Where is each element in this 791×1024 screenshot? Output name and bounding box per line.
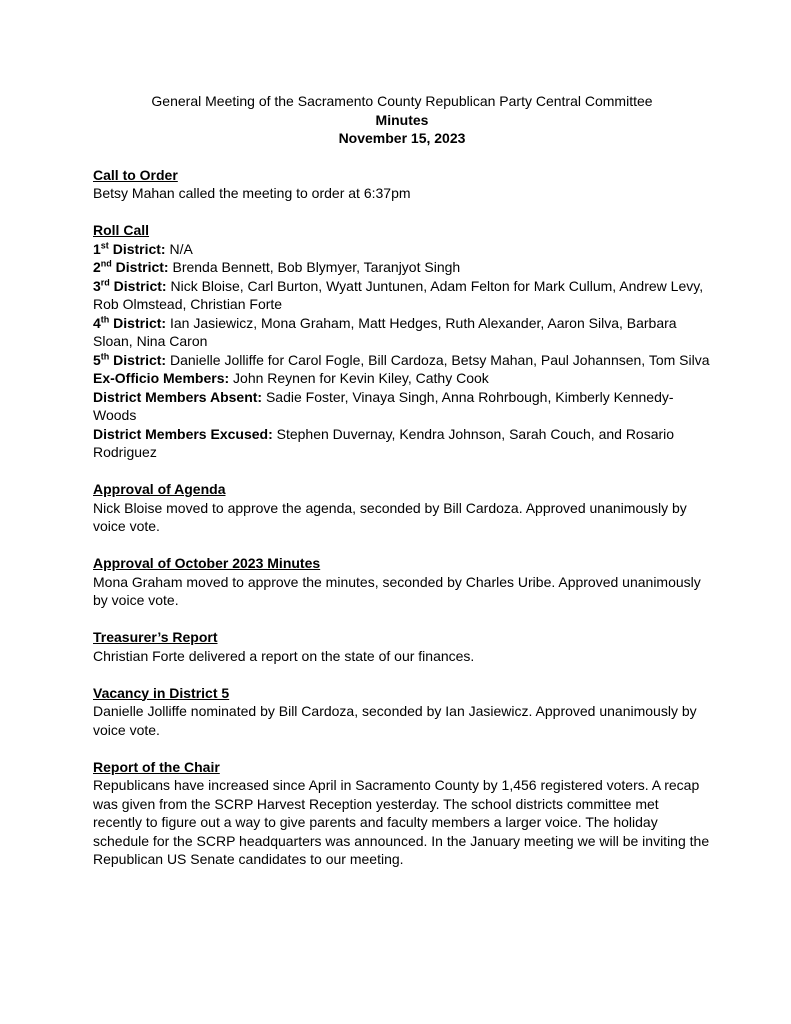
section-text: Mona Graham moved to approve the minutes, seconded by Charles Uribe. Approved unanimously by voice vote. <box>93 573 701 608</box>
section-approval-of-minutes <box>93 554 711 610</box>
absent-members: Sadie Foster, Vinaya Singh, Anna Rohrbough, Kimberly Kennedy-Woods <box>93 388 674 423</box>
section-heading: Vacancy in District 5 <box>93 684 230 701</box>
excused-members: Stephen Duvernay, Kendra Johnson, Sarah Couch, and Rosario Rodriguez <box>93 425 675 460</box>
excused-label: District Members Excused: <box>93 425 273 442</box>
section-heading: Call to Order <box>93 166 178 183</box>
document-title: General Meeting of the Sacramento County Republican Party Central Committee <box>151 93 653 109</box>
section-treasurers-report <box>93 628 711 665</box>
district-members: N/A <box>165 240 193 257</box>
section-text: Christian Forte delivered a report on the state of our finances. <box>93 647 475 664</box>
section-text: Nick Bloise moved to approve the agenda, seconded by Bill Cardoza. Approved unanimously by voice vote. <box>93 499 687 534</box>
district-2-line <box>93 258 711 277</box>
ex-officio-members: John Reynen for Kevin Kiley, Cathy Cook <box>229 370 489 386</box>
section-roll-call <box>93 221 711 462</box>
district-members: Danielle Jolliffe for Carol Fogle, Bill Cardoza, Betsy Mahan, Paul Johannsen, Tom Silva <box>166 351 710 368</box>
absent-label: District Members Absent: <box>93 388 263 405</box>
section-vacancy-district-5 <box>93 684 711 740</box>
section-text: Danielle Jolliffe nominated by Bill Cardoza, seconded by Ian Jasiewicz. Approved unanimously by voice vote. <box>93 703 697 738</box>
section-text: Betsy Mahan called the meeting to order at 6:37pm <box>93 185 411 201</box>
section-heading: Approval of Agenda <box>93 481 226 497</box>
district-4-line <box>93 314 711 351</box>
absent-line <box>93 388 711 425</box>
district-members: Ian Jasiewicz, Mona Graham, Matt Hedges, Ruth Alexander, Aaron Silva, Barbara Sloan, Nina Caron <box>93 314 677 349</box>
section-text: Republicans have increased since April in Sacramento County by 1,456 registered voters. A recap was given from the SCRP Harvest Reception yesterday. The school districts committee met recently to figure out a way to give parents and faculty members a larger voice. The holiday schedule for the SCRP headquarters was announced. In the January meeting we will be inviting the Republican US Senate candidates to our meeting. <box>93 777 710 867</box>
district-3-line <box>93 277 711 314</box>
meeting-date: November 15, 2023 <box>338 130 466 146</box>
district-label: 4th District: <box>93 313 167 331</box>
ex-officio-line <box>93 369 711 388</box>
district-members: Nick Bloise, Carl Burton, Wyatt Juntunen, Adam Felton for Mark Cullum, Andrew Levy, Rob Olmstead, Christian Forte <box>93 277 704 312</box>
ex-officio-label: Ex-Officio Members: <box>93 370 230 386</box>
district-label: 2nd District: <box>93 258 169 275</box>
section-heading: Treasurer’s Report <box>93 629 218 645</box>
document-header <box>93 92 711 148</box>
excused-line <box>93 425 711 462</box>
section-heading: Approval of October 2023 Minutes <box>93 555 321 571</box>
district-label: 5th District: <box>93 350 167 368</box>
document-subtitle: Minutes <box>375 111 429 128</box>
section-heading: Report of the Chair <box>93 758 220 775</box>
district-5-line <box>93 351 711 370</box>
district-label: 1st District: <box>93 239 166 257</box>
district-members: Brenda Bennett, Bob Blymyer, Taranjyot Singh <box>168 259 461 275</box>
section-call-to-order <box>93 166 711 203</box>
district-1-line <box>93 240 711 259</box>
section-approval-of-agenda <box>93 480 711 536</box>
district-label: 3rd District: <box>93 276 167 294</box>
section-report-of-the-chair <box>93 758 711 869</box>
section-heading: Roll Call <box>93 222 150 238</box>
